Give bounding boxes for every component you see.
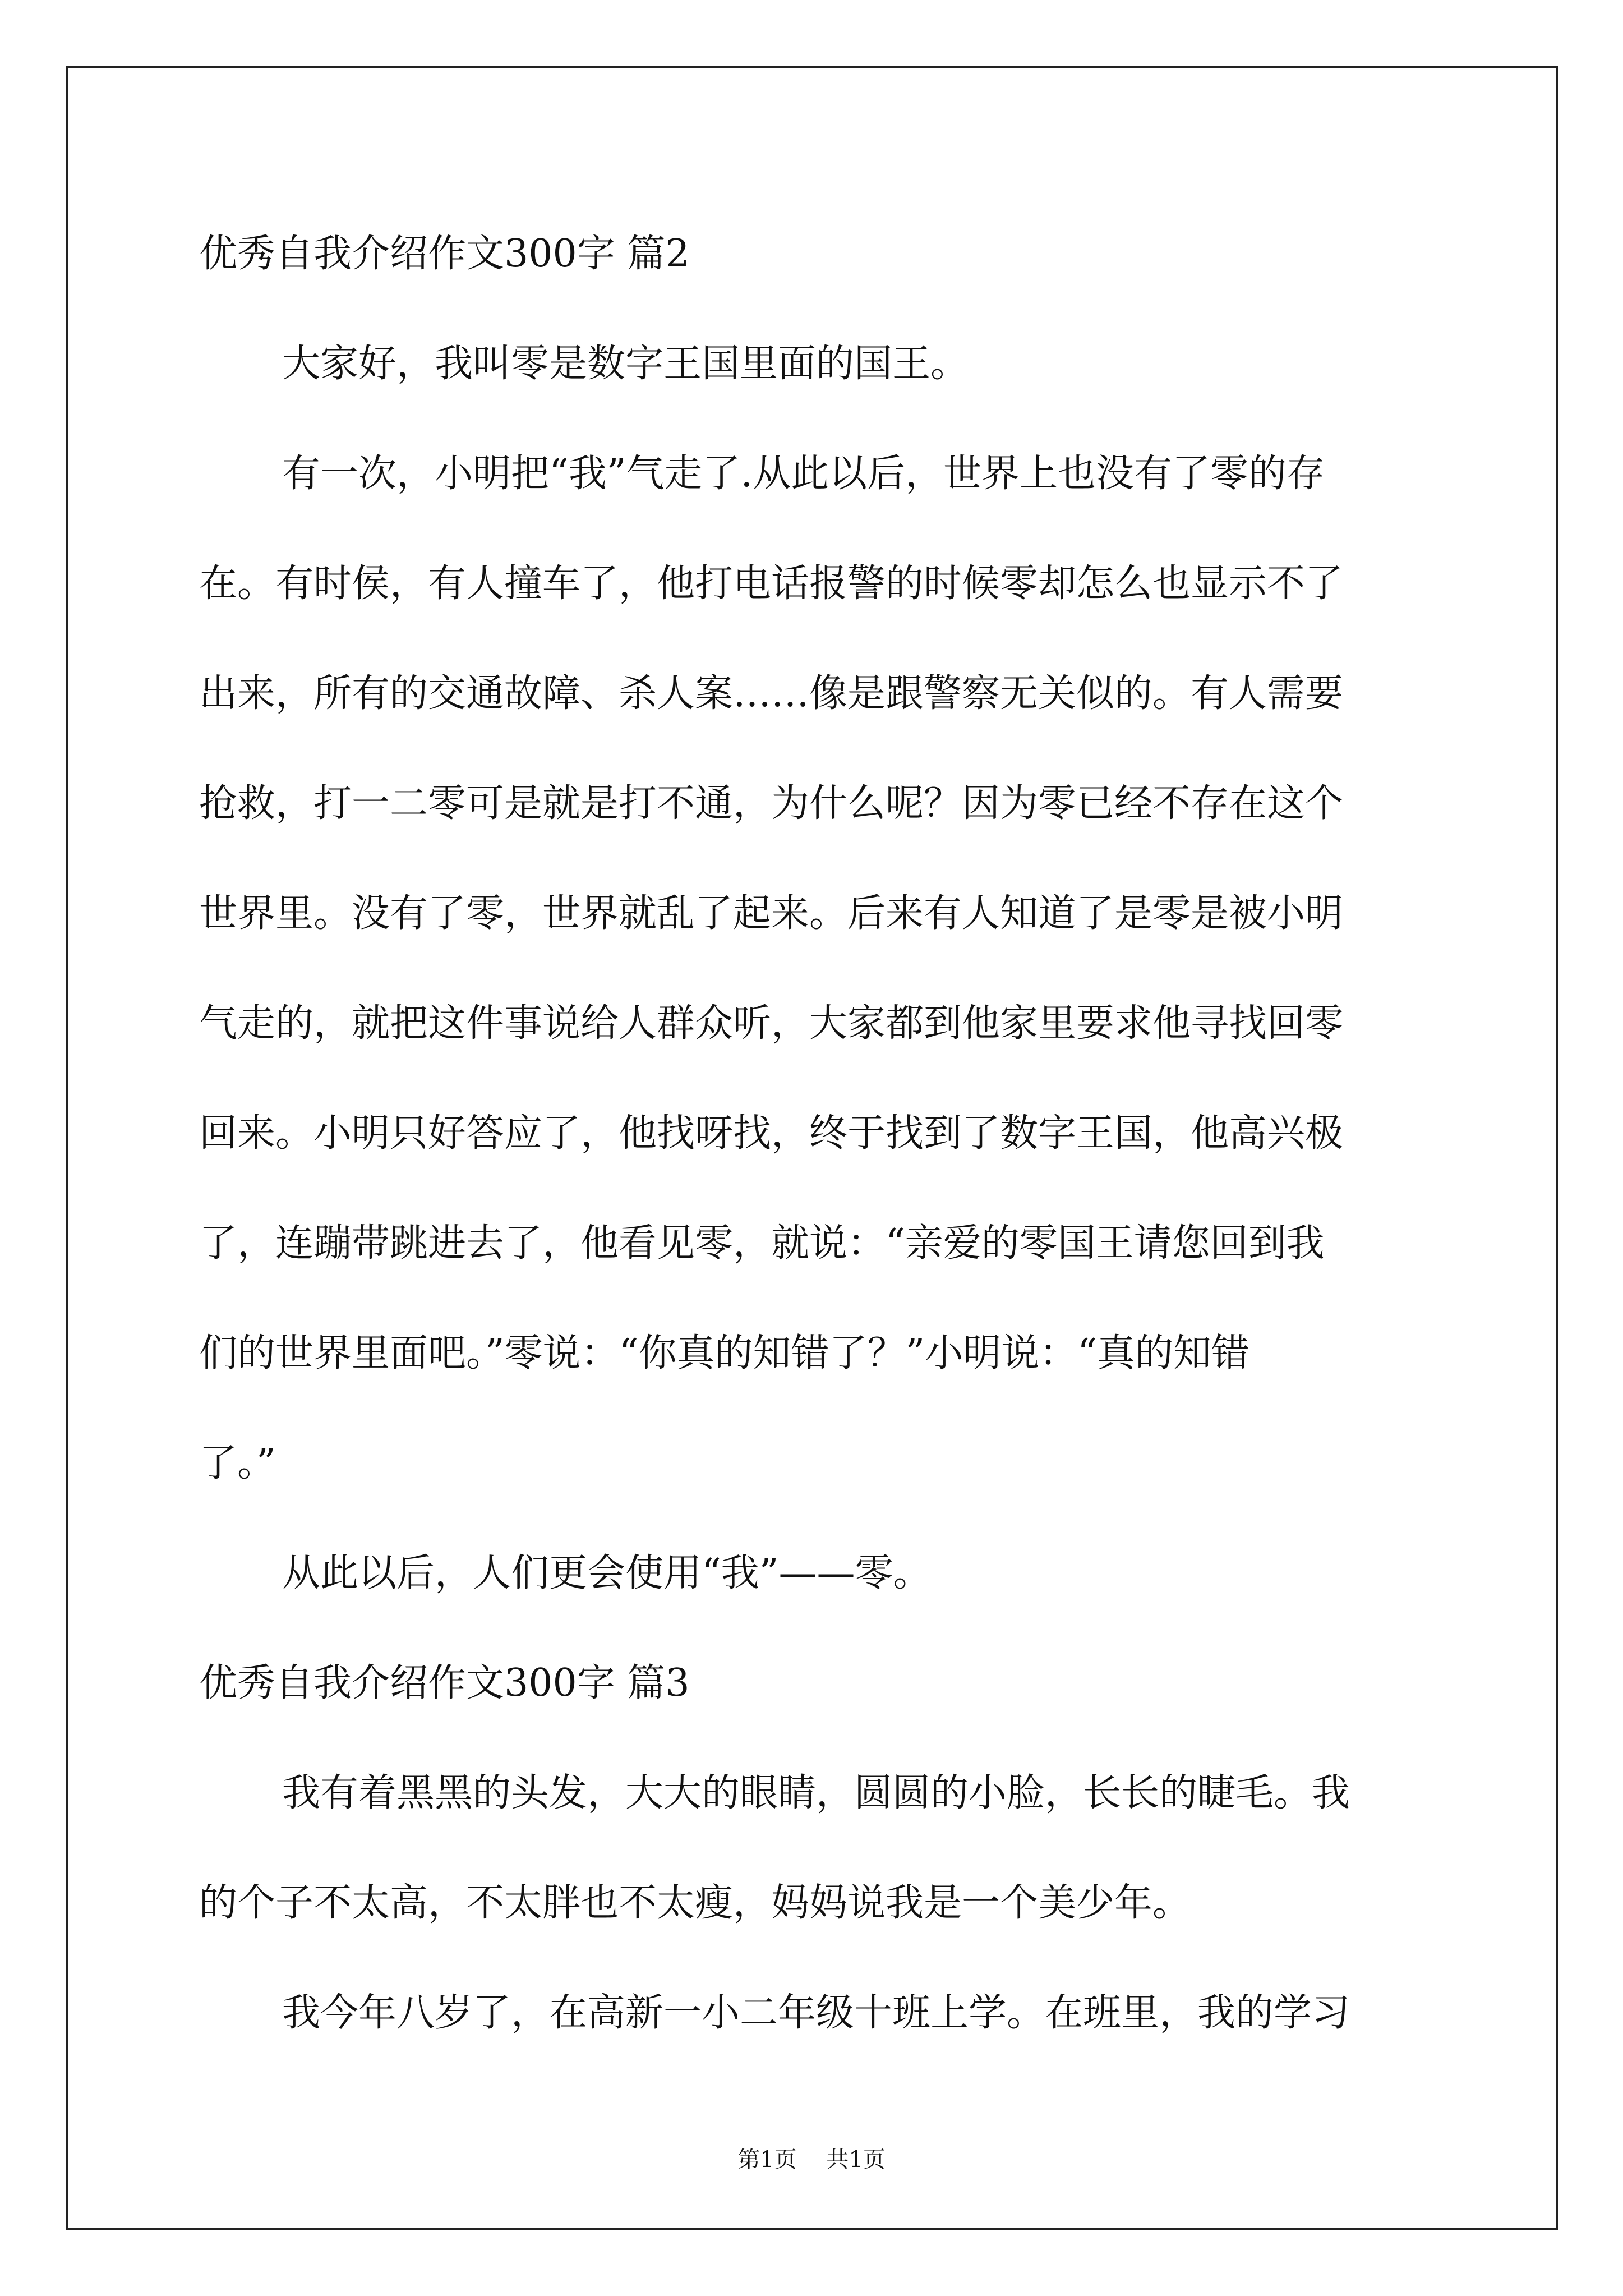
paragraph-line: 们的世界里面吧。”零说：“你真的知错了？”小明说：“真的知错 (199, 1331, 1250, 1375)
page-total: 共1页 (826, 2147, 886, 2173)
document-body (199, 199, 1427, 2068)
paragraph-line: 我有着黑黑的头发，大大的眼睛，圆圆的小脸，长长的睫毛。我 (282, 1771, 1350, 1815)
paragraph-line: 的个子不太高，不太胖也不太瘦，妈妈说我是一个美少年。 (199, 1881, 1191, 1925)
paragraph-line: 有一次，小明把“我”气走了.从此以后，世界上也没有了零的存 (282, 452, 1325, 496)
paragraph-line: 世界里。没有了零，世界就乱了起来。后来有人知道了是零是被小明 (199, 891, 1344, 936)
paragraph-line: 从此以后，人们更会使用“我”——零。 (282, 1551, 932, 1595)
paragraph-line: 大家好，我叫零是数字王国里面的国王。 (282, 342, 969, 386)
paragraph-line: 出来，所有的交通故障、杀人案……像是跟警察无关似的。有人需要 (199, 671, 1344, 716)
section-heading: 优秀自我介绍作文300字 篇3 (199, 1661, 690, 1705)
paragraph-line: 气走的，就把这件事说给人群众听，大家都到他家里要求他寻找回零 (199, 1001, 1344, 1046)
page-footer (0, 2143, 1623, 2177)
paragraph-line: 抢救，打一二零可是就是打不通，为什么呢？因为零已经不存在这个 (199, 781, 1344, 826)
paragraph-line: 回来。小明只好答应了，他找呀找，终于找到了数字王国，他高兴极 (199, 1111, 1344, 1156)
section-heading: 优秀自我介绍作文300字 篇2 (199, 232, 690, 276)
paragraph-line: 了。” (199, 1441, 276, 1485)
paragraph-line: 在。有时侯，有人撞车了，他打电话报警的时候零却怎么也显示不了 (199, 562, 1344, 606)
paragraph-line: 了，连蹦带跳进去了，他看见零，就说：“亲爱的零国王请您回到我 (199, 1221, 1325, 1266)
paragraph-line: 我今年八岁了，在高新一小二年级十班上学。在班里，我的学习 (282, 1991, 1350, 2035)
page-number: 第1页 (737, 2147, 797, 2173)
